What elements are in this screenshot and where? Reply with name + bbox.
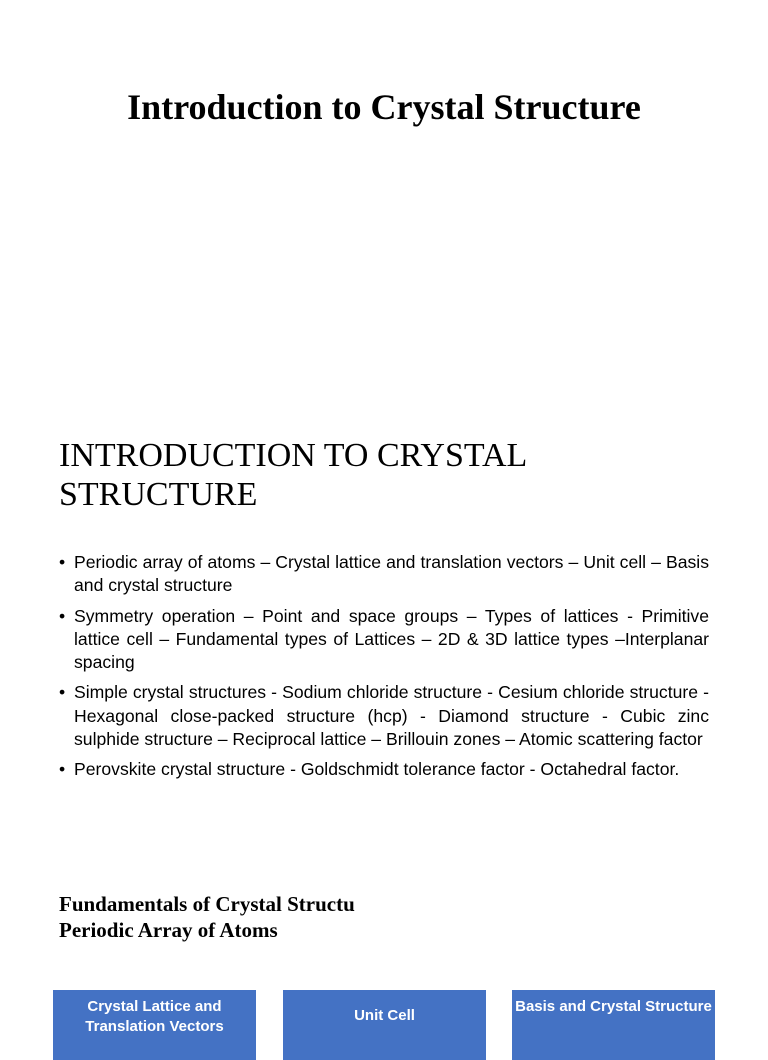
bullet-item [59,758,709,781]
bullet-text: Symmetry operation – Point and space groups – Types of lattices - Primitive lattice cell – Fundamental types of Lattices – 2D & 3D lattice types –Interplanar spacing [74,605,709,673]
bullet-dot-icon: • [59,759,66,780]
section-heading-line-2: STRUCTURE [59,476,258,513]
fundamentals-heading-line-1: Fundamentals of Crystal Structu [59,892,355,916]
bullet-text: Periodic array of atoms – Crystal lattice and translation vectors – Unit cell – Basis and crystal structure [74,552,709,596]
bullet-dot-icon: • [59,605,66,626]
slide-title: Introduction to Crystal Structure [127,87,641,127]
bullet-item [59,551,709,598]
crystal-lattice-box: Crystal Lattice and Translation Vectors [53,990,256,1060]
section-heading-line-1: INTRODUCTION TO CRYSTAL [59,437,528,474]
fundamentals-heading [59,891,709,943]
bullet-text: Simple crystal structures - Sodium chloride structure - Cesium chloride structure - Hexagonal close-packed structure (hcp) - Diamond structure - Cubic zinc sulphide structure – Reciprocal lattice – Brillouin zones – Atomic scattering factor [74,682,709,750]
bullet-dot-icon: • [59,552,66,572]
unit-cell-box: Unit Cell [283,990,486,1060]
concept-boxes [0,990,768,1035]
bullet-dot-icon: • [59,682,66,703]
bullet-item [59,681,709,751]
fundamentals-heading-line-2: Periodic Array of Atoms [59,918,278,942]
bullet-item [59,605,709,675]
bullet-text: Perovskite crystal structure - Goldschmidt tolerance factor - Octahedral factor. [74,759,680,780]
basis-crystal-structure-box: Basis and Crystal Structure [512,990,715,1060]
topic-bullet-list [59,551,709,789]
section-heading [59,436,719,514]
